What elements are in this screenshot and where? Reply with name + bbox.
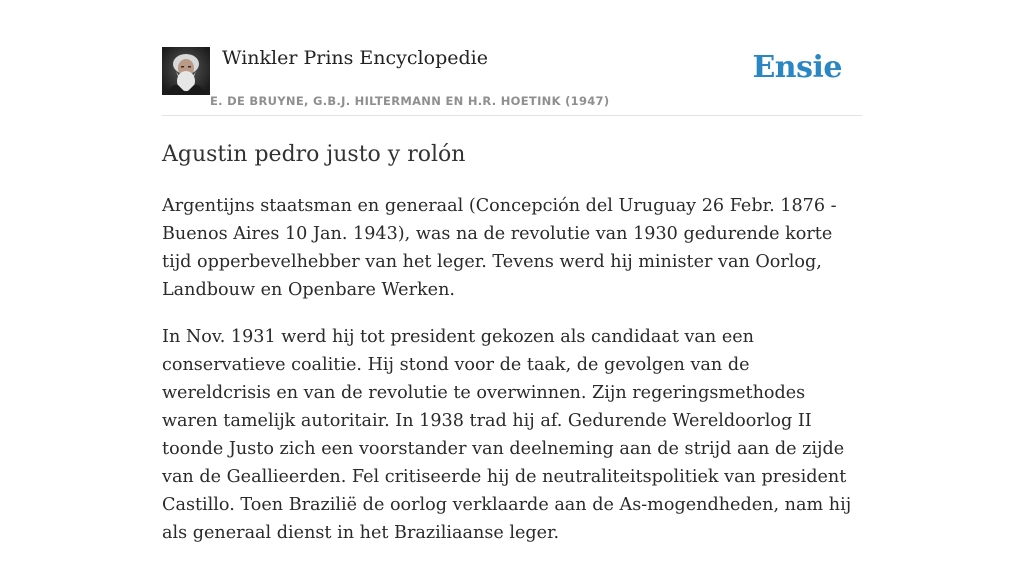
- content-container: [162, 0, 862, 543]
- publication-header: [162, 0, 862, 116]
- article-paragraph: Argentijns staatsman en generaal (Concepción del Uruguay 26 Febr. 1876 - Buenos Aires 10 Jan. 1943), was na de revolutie van 1930 gedurende korte tijd opperbevelhebber van het leger. Tevens werd hij minister van Oorlog, Landbouw en Openbare Werken.: [162, 196, 837, 300]
- article-body: [162, 192, 862, 566]
- publication-title[interactable]: Winkler Prins Encyclopedie: [222, 47, 488, 69]
- publication-authors: E. DE BRUYNE, G.B.J. HILTERMANN EN H.R. HOETINK (1947): [210, 94, 610, 108]
- ensie-logo-link[interactable]: Ensie: [752, 50, 842, 85]
- author-portrait-icon[interactable]: [162, 47, 210, 95]
- article-paragraph: In Nov. 1931 werd hij tot president gekozen als candidaat van een conservatieve coalitie. Hij stond voor de taak, de gevolgen van de wereldcrisis en van de revolutie te overwinnen. Zijn regeringsmethodes waren tamelijk autoritair. In 1938 trad hij af. Gedurende Wereldoorlog II toonde Justo zich een voorstander van deelneming aan de strijd aan de zijde van de Geallieerden. Fel critiseerde hij de neutraliteitspolitiek van president Castillo. Toen Brazilië de oorlog verklaarde aan de As-mogendheden, nam hij als generaal dienst in het Braziliaanse leger.: [162, 327, 852, 543]
- article-title: Agustin pedro justo y rolón: [162, 142, 466, 167]
